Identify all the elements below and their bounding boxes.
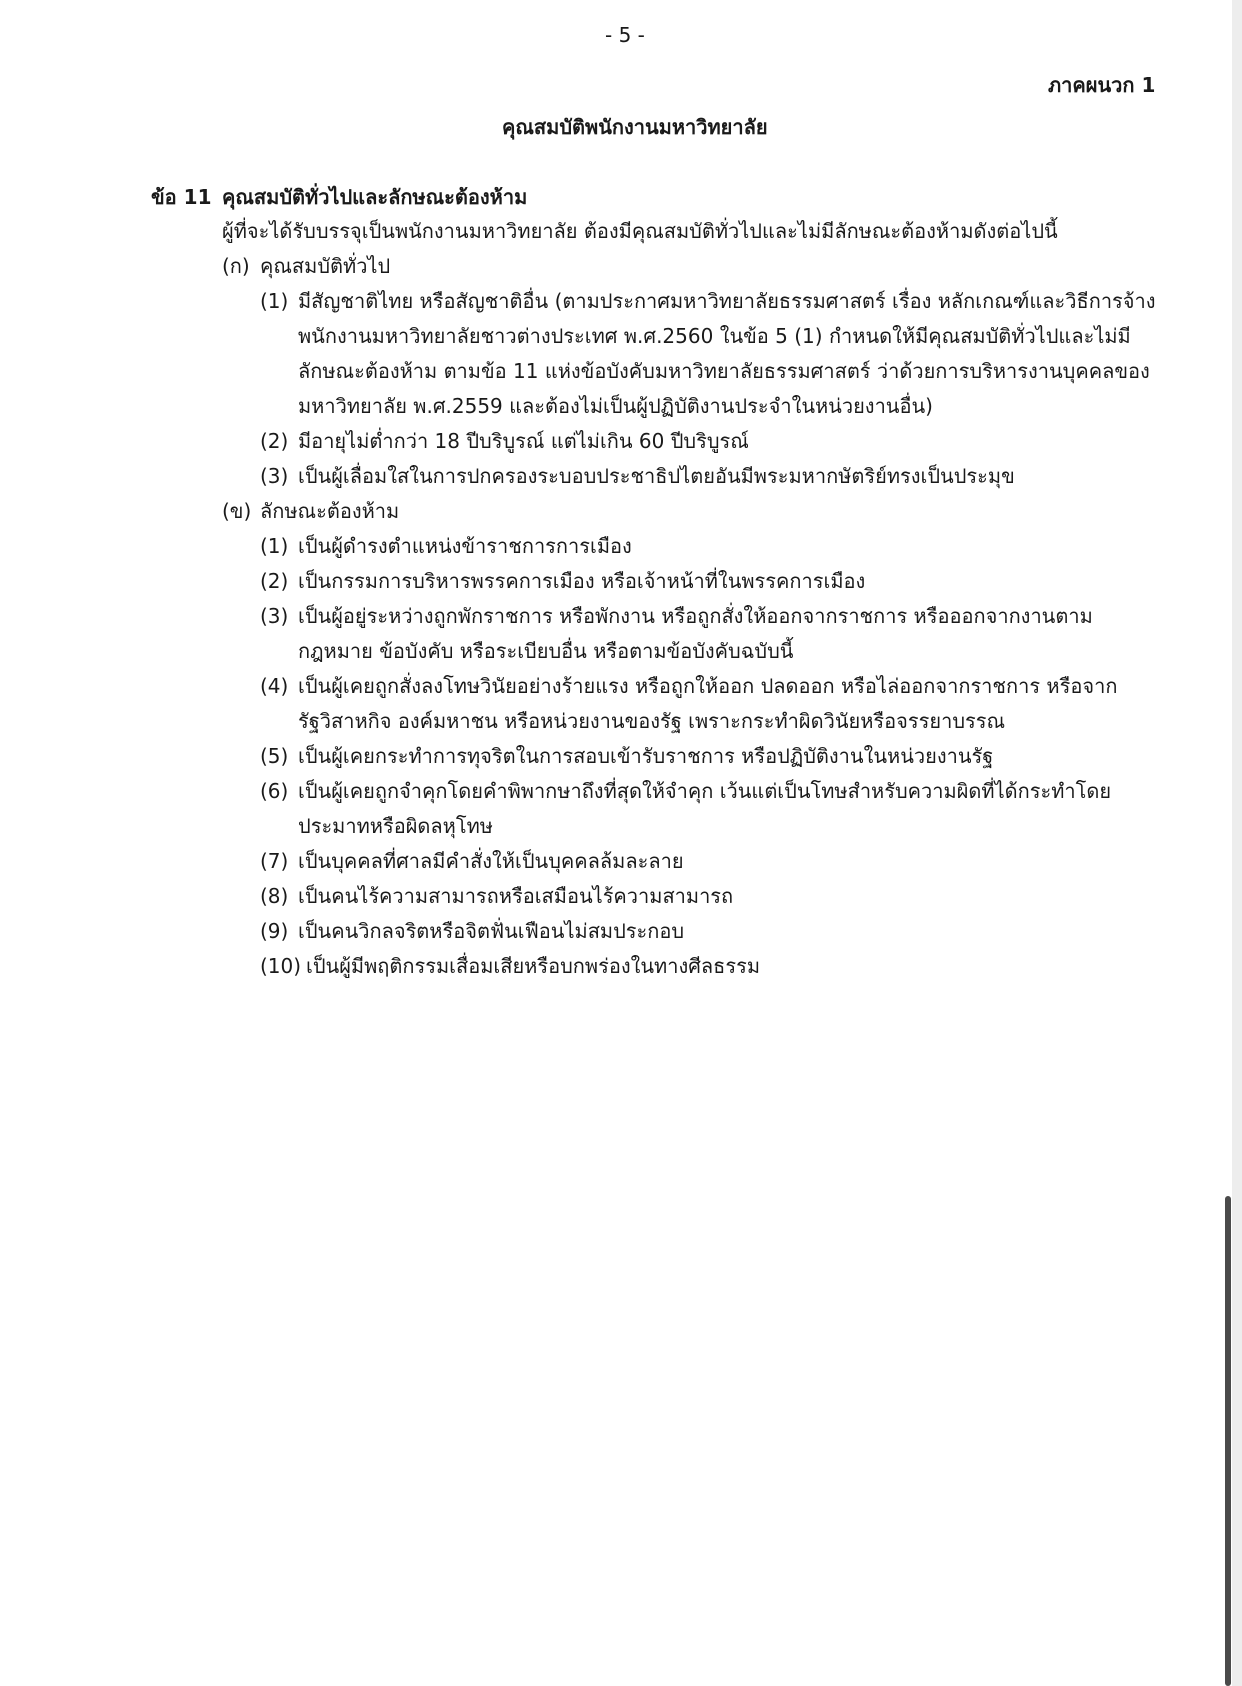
- list-item-line: พนักงานมหาวิทยาลัยชาวต่างประเทศ พ.ศ.2560 ในข้อ 5 (1) กำหนดให้มีคุณสมบัติทั่วไปและไม่มี: [298, 324, 1131, 348]
- list-item-number: (1): [260, 534, 289, 558]
- appendix-label: ภาคผนวก 1: [1048, 73, 1156, 97]
- list-item-number: (3): [260, 464, 289, 488]
- page-edge: [1232, 0, 1242, 1686]
- page-title: คุณสมบัติพนักงานมหาวิทยาลัย: [502, 115, 768, 139]
- scrollbar[interactable]: [1225, 1196, 1231, 1686]
- part-a-label: (ก): [222, 254, 250, 278]
- list-item-number: (1): [260, 289, 289, 313]
- list-item-number: (10): [260, 954, 302, 978]
- list-item-line: มหาวิทยาลัย พ.ศ.2559 และต้องไม่เป็นผู้ปฏิบัติงานประจำในหน่วยงานอื่น): [298, 394, 933, 418]
- list-item-line: มีอายุไม่ต่ำกว่า 18 ปีบริบูรณ์ แต่ไม่เกิน 60 ปีบริบูรณ์: [298, 429, 749, 453]
- list-item-line: เป็นผู้เคยถูกจำคุกโดยคำพิพากษาถึงที่สุดให้จำคุก เว้นแต่เป็นโทษสำหรับความผิดที่ได้กระทำโดย: [298, 779, 1112, 803]
- list-item-line: เป็นผู้เลื่อมใสในการปกครองระบอบประชาธิปไตยอันมีพระมหากษัตริย์ทรงเป็นประมุข: [298, 464, 1015, 488]
- list-item-number: (7): [260, 849, 289, 873]
- list-item-line: ประมาทหรือผิดลหุโทษ: [298, 814, 493, 838]
- list-item-line: รัฐวิสาหกิจ องค์มหาชน หรือหน่วยงานของรัฐ เพราะกระทำผิดวินัยหรือจรรยาบรรณ: [298, 709, 1006, 733]
- part-a-title: คุณสมบัติทั่วไป: [260, 254, 391, 278]
- list-item-line: เป็นผู้เคยกระทำการทุจริตในการสอบเข้ารับราชการ หรือปฏิบัติงานในหน่วยงานรัฐ: [298, 744, 994, 768]
- list-item-line: เป็นผู้ดำรงตำแหน่งข้าราชการการเมือง: [298, 534, 632, 558]
- list-item-number: (2): [260, 569, 289, 593]
- section-heading: คุณสมบัติทั่วไปและลักษณะต้องห้าม: [222, 185, 528, 209]
- list-item-number: (3): [260, 604, 289, 628]
- list-item-line: ลักษณะต้องห้าม ตามข้อ 11 แห่งข้อบังคับมหาวิทยาลัยธรรมศาสตร์ ว่าด้วยการบริหารงานบุคคลของ: [298, 359, 1150, 383]
- list-item-line: กฎหมาย ข้อบังคับ หรือระเบียบอื่น หรือตามข้อบังคับฉบับนี้: [298, 639, 794, 663]
- list-item-number: (4): [260, 674, 289, 698]
- list-item-number: (5): [260, 744, 289, 768]
- section-label: ข้อ 11: [151, 185, 212, 209]
- list-item-number: (6): [260, 779, 289, 803]
- list-item-line: มีสัญชาติไทย หรือสัญชาติอื่น (ตามประกาศมหาวิทยาลัยธรรมศาสตร์ เรื่อง หลักเกณฑ์และวิธีการจ้าง: [298, 289, 1156, 313]
- list-item-line: เป็นผู้เคยถูกสั่งลงโทษวินัยอย่างร้ายแรง หรือถูกให้ออก ปลดออก หรือไล่ออกจากราชการ หรือจาก: [298, 674, 1118, 698]
- page-number: - 5 -: [605, 23, 645, 47]
- list-item-line: เป็นคนไร้ความสามารถหรือเสมือนไร้ความสามารถ: [298, 884, 734, 908]
- section-intro: ผู้ที่จะได้รับบรรจุเป็นพนักงานมหาวิทยาลัย ต้องมีคุณสมบัติทั่วไปและไม่มีลักษณะต้องห้ามดังต่อไปนี้: [222, 219, 1058, 243]
- list-item-line: เป็นผู้มีพฤติกรรมเสื่อมเสียหรือบกพร่องในทางศีลธรรม: [306, 954, 761, 978]
- list-item-line: เป็นกรรมการบริหารพรรคการเมือง หรือเจ้าหน้าที่ในพรรคการเมือง: [298, 569, 866, 593]
- list-item-number: (2): [260, 429, 289, 453]
- list-item-number: (8): [260, 884, 289, 908]
- list-item-line: เป็นบุคคลที่ศาลมีคำสั่งให้เป็นบุคคลล้มละลาย: [298, 849, 684, 873]
- part-b-label: (ข): [222, 499, 252, 523]
- part-b-title: ลักษณะต้องห้าม: [260, 499, 400, 523]
- list-item-line: เป็นคนวิกลจริตหรือจิตฟั่นเฟือนไม่สมประกอบ: [298, 919, 685, 943]
- list-item-line: เป็นผู้อยู่ระหว่างถูกพักราชการ หรือพักงาน หรือถูกสั่งให้ออกจากราชการ หรือออกจากงานตาม: [298, 604, 1093, 628]
- list-item-number: (9): [260, 919, 289, 943]
